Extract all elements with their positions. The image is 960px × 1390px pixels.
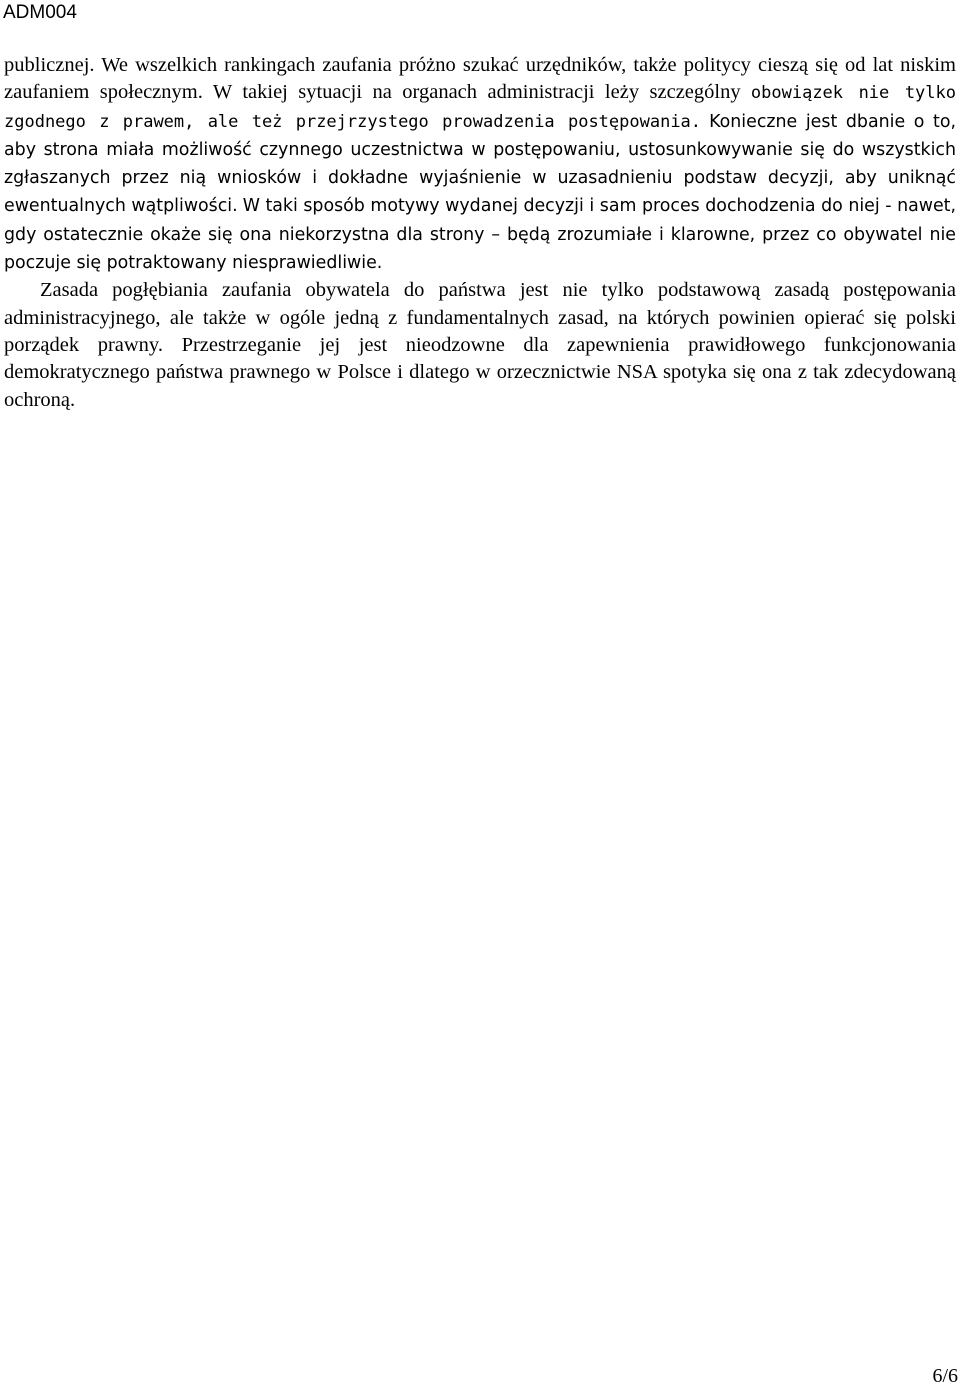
paragraph-2-run-1: Zasada pogłębiania zaufania obywatela do państwa jest nie tylko podstawową zasadą postępowania administracyjnego, ale także w ogóle jedną z fundamentalnych zasad, na których powinien opierać się polski porządek prawny. Przestrzeganie jej jest nieodzowne dla zapewnienia prawidłowego funkcjonowania demokratycznego państwa prawnego w Polsce i dlatego w orzecznictwie NSA spotyka się ona z tak zdecydowaną ochroną. xyxy=(4,279,956,411)
paragraph-1-run-3: Konieczne jest dbanie o to, aby strona miała możliwość czynnego uczestnictwa w postępowaniu, ustosunkowywanie się do wszystkich zgłaszanych przez nią wniosków i dokładne wyjaśnienie w uzasadnieniu podstaw decyzji, aby uniknąć ewentualnych wątpliwości. xyxy=(4,111,956,217)
paragraph-1-run-4: W taki sposób motywy wydanej decyzji i sam proces dochodzenia do niej - nawet, gdy ostatecznie okaże się ona niekorzystna dla strony – będą zrozumiałe i klarowne, przez co obywatel nie poczuje się potraktowany niesprawiedliwie. xyxy=(4,196,957,274)
paragraph-2 xyxy=(4,277,956,413)
paragraph-1-run-2: obowiązek nie tylko zgodnego z prawem, ale też przejrzystego prowadzenia postępowania. xyxy=(4,83,956,132)
page-number: 6/6 xyxy=(932,1365,958,1387)
document-id: ADM004 xyxy=(3,2,77,23)
paragraph-1-run-1: publicznej. We wszelkich rankingach zaufania próżno szukać urzędników, także politycy cieszą się od lat niskim zaufaniem społecznym. W takiej sytuacji na organach administracji leży szczególny xyxy=(4,54,956,104)
paragraph-1 xyxy=(4,52,956,277)
document-body xyxy=(4,52,956,414)
